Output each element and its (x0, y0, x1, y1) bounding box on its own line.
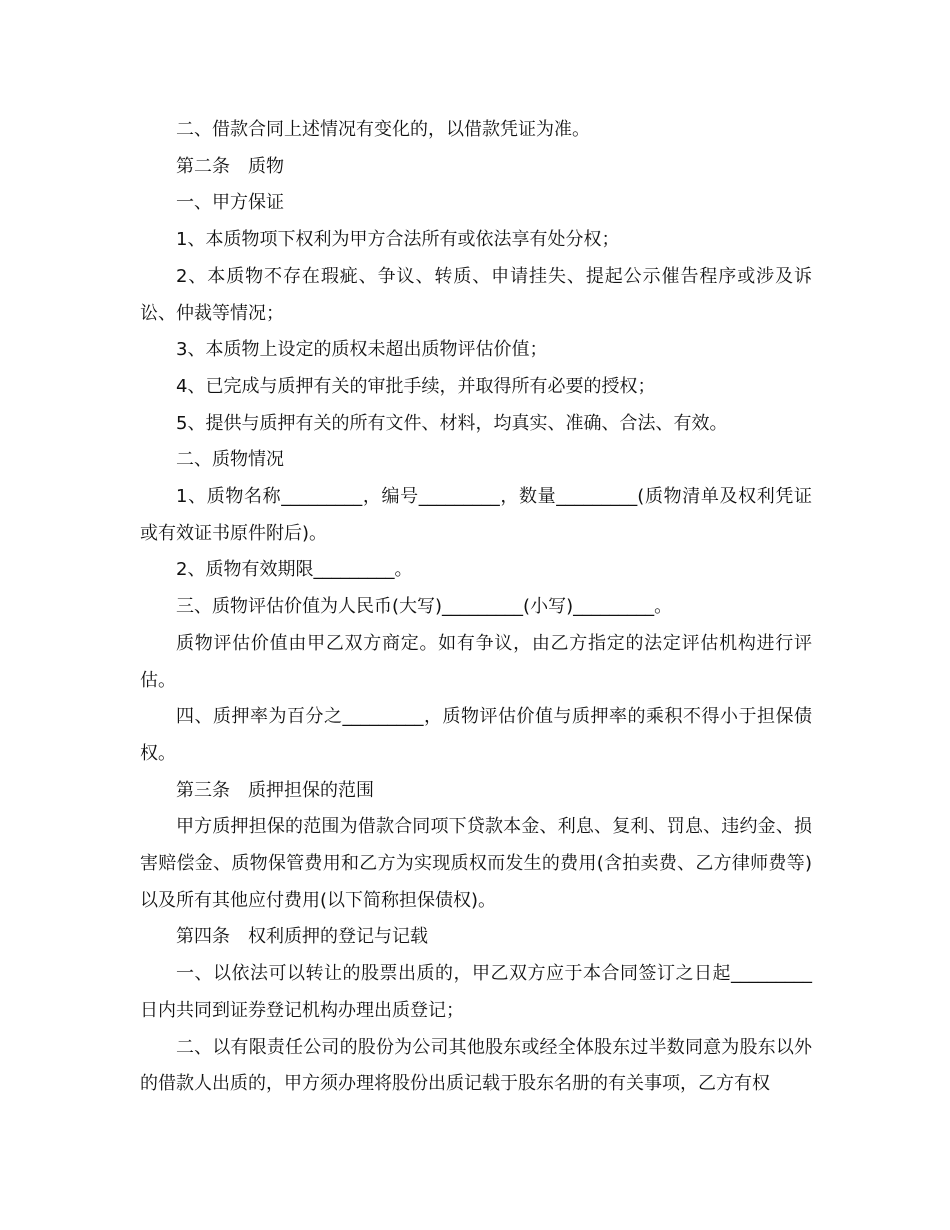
section-party-a-guarantee: 一、甲方保证 (176, 192, 284, 214)
appraisal-agreement-paragraph: 质物评估价值由甲乙双方商定。如有争议，由乙方指定的法定评估机构进行评估。 (140, 632, 812, 691)
guarantee-item-5: 5、提供与质押有关的所有文件、材料，均真实、准确、合法、有效。 (176, 412, 728, 434)
section-pledge-details: 二、质物情况 (176, 449, 284, 471)
pledge-detail-item-2: 2、质物有效期限_________。 (176, 559, 413, 581)
guarantee-item-2: 2、本质物不存在瑕疵、争议、转质、申请挂失、提起公示催告程序或涉及诉讼、仲裁等情况； (140, 265, 812, 324)
stock-pledge-registration-paragraph: 一、以依法可以转让的股票出质的，甲乙双方应于本合同签订之日起_________日内共同到证券登记机构办理出质登记； (140, 963, 812, 1021)
section-pledge-rate: 四、质押率为百分之_________，质物评估价值与质押率的乘积不得小于担保债权。 (140, 706, 812, 764)
article-4-heading: 第四条 权利质押的登记与记载 (176, 926, 428, 948)
guarantee-scope-paragraph: 甲方质押担保的范围为借款合同项下贷款本金、利息、复利、罚息、违约金、损害赔偿金、质物保管费用和乙方为实现质权而发生的费用(含拍卖费、乙方律师费等)以及所有其他应付费用(以下简称担保债权)。 (140, 816, 812, 911)
pledge-detail-item-1: 1、质物名称_________，编号_________，数量_________(质物清单及权利凭证或有效证书原件附后)。 (140, 486, 812, 544)
guarantee-item-3: 3、本质物上设定的质权未超出质物评估价值； (176, 339, 548, 361)
section-appraisal-value: 三、质物评估价值为人民币(大写)_________(小写)_________。 (176, 596, 673, 618)
guarantee-item-1: 1、本质物项下权利为甲方合法所有或依法享有处分权； (176, 229, 620, 251)
article-2-heading: 第二条 质物 (176, 155, 284, 177)
guarantee-item-4: 4、已完成与质押有关的审批手续，并取得所有必要的授权； (176, 375, 656, 397)
document-body (140, 112, 812, 1103)
llc-share-pledge-paragraph: 二、以有限责任公司的股份为公司其他股东或经全体股东过半数同意为股东以外的借款人出质的，甲方须办理将股份出质记载于股东名册的有关事项，乙方有权 (140, 1036, 812, 1095)
article-3-heading: 第三条 质押担保的范围 (176, 779, 374, 801)
paragraph-loan-voucher-clause: 二、借款合同上述情况有变化的，以借款凭证为准。 (176, 119, 590, 140)
